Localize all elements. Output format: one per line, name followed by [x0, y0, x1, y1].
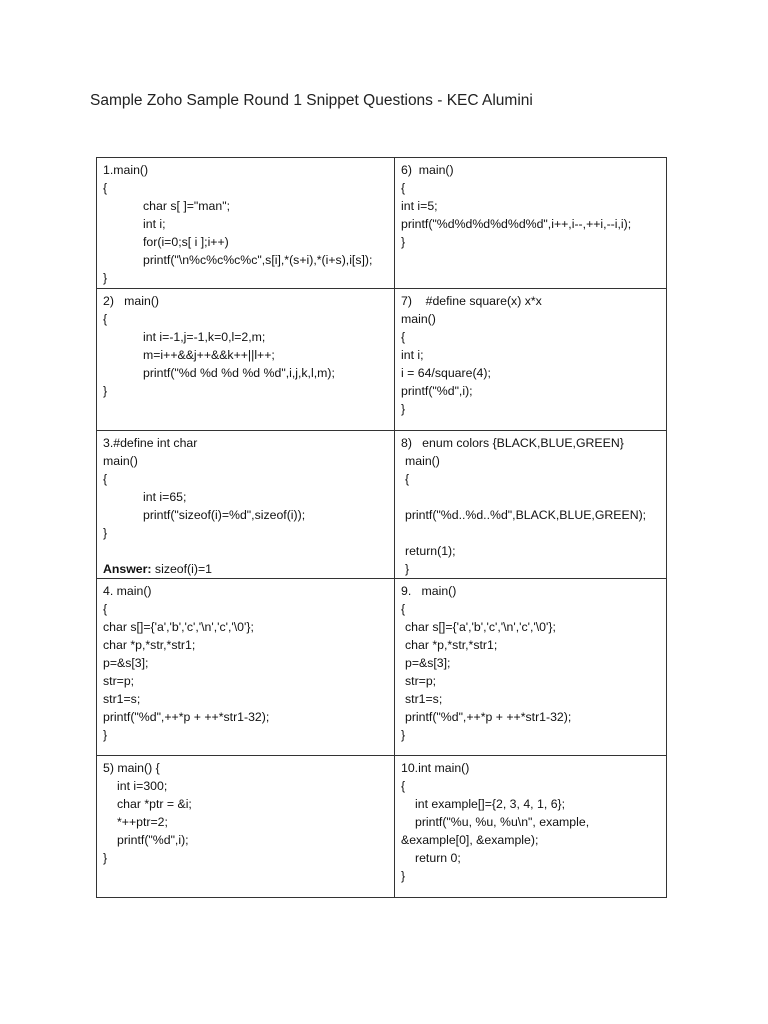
code-line: char *ptr = &i; [117, 797, 192, 811]
code-line: } [103, 384, 108, 398]
question-cell-right [395, 289, 667, 431]
code-line: printf("%d",++*p + ++*str1-32); [405, 710, 572, 724]
code-line: char *p,*str,*str1; [103, 638, 196, 652]
questions-table-body [97, 158, 667, 898]
code-line: p=&s[3]; [405, 656, 451, 670]
code-line: printf("%u, %u, %u\n", example, [415, 815, 590, 829]
question-row [97, 158, 667, 289]
code-line: { [405, 472, 410, 486]
code-line: { [401, 602, 406, 616]
code-line: 1.main() [103, 163, 149, 177]
answer-label: Answer: [103, 562, 152, 576]
code-line: } [103, 526, 108, 540]
code-line: *++ptr=2; [117, 815, 168, 829]
question-cell-left [97, 289, 395, 431]
code-line: p=&s[3]; [103, 656, 149, 670]
question-cell-right [395, 579, 667, 756]
code-line: printf("sizeof(i)=%d",sizeof(i)); [143, 508, 306, 522]
question-cell-right [395, 158, 667, 289]
code-line: char *p,*str,*str1; [405, 638, 498, 652]
question-row [97, 289, 667, 431]
code-line: printf("%d..%d..%d",BLACK,BLUE,GREEN); [405, 508, 647, 522]
code-line: 6) main() [401, 163, 454, 177]
code-line: } [103, 728, 108, 742]
code-line: printf("%d%d%d%d%d%d",i++,i--,++i,--i,i); [401, 217, 632, 231]
code-line: int i=65; [143, 490, 187, 504]
code-line: for(i=0;s[ i ];i++) [143, 235, 229, 249]
question-cell-left [97, 158, 395, 289]
code-line: printf("%d",i); [401, 384, 473, 398]
question-row [97, 756, 667, 898]
code-line: printf("%d",++*p + ++*str1-32); [103, 710, 270, 724]
code-line: int i; [401, 348, 424, 362]
code-line: main() [401, 312, 436, 326]
code-line: str=p; [103, 674, 135, 688]
code-line [401, 488, 666, 506]
answer-line [103, 560, 394, 578]
code-line: } [401, 728, 406, 742]
code-line: int example[]={2, 3, 4, 1, 6}; [415, 797, 566, 811]
code-line: 10.int main() [401, 761, 470, 775]
code-line: int i; [143, 217, 166, 231]
question-cell-left [97, 756, 395, 898]
code-line: str=p; [405, 674, 437, 688]
code-line: printf("\n%c%c%c%c",s[i],*(s+i),*(i+s),i[s]); [143, 253, 373, 267]
code-line: { [401, 779, 406, 793]
code-line: { [401, 330, 406, 344]
question-cell-left [97, 431, 395, 579]
code-line: printf("%d",i); [117, 833, 189, 847]
code-line: 2) main() [103, 294, 160, 308]
questions-table [96, 157, 667, 898]
question-cell-left [97, 579, 395, 756]
code-line: char s[ ]="man"; [143, 199, 230, 213]
question-cell-right [395, 756, 667, 898]
code-line: 3.#define int char [103, 436, 198, 450]
code-line: &example[0], &example); [401, 833, 539, 847]
code-line: 9. main() [401, 584, 457, 598]
code-line: return 0; [415, 851, 461, 865]
code-line: { [401, 181, 406, 195]
code-line: int i=300; [117, 779, 168, 793]
code-line: { [103, 181, 108, 195]
code-line: int i=5; [401, 199, 438, 213]
code-line: printf("%d %d %d %d %d",i,j,k,l,m); [143, 366, 335, 380]
code-line: 7) #define square(x) x*x [401, 294, 542, 308]
question-row [97, 579, 667, 756]
code-line: } [405, 562, 410, 576]
code-line [401, 524, 666, 542]
code-line: return(1); [405, 544, 456, 558]
code-line: m=i++&&j++&&k++||l++; [143, 348, 275, 362]
code-line: 8) enum colors {BLACK,BLUE,GREEN} [401, 436, 624, 450]
code-line: str1=s; [405, 692, 443, 706]
code-line: } [103, 851, 108, 865]
question-cell-right [395, 431, 667, 579]
code-line: } [401, 869, 406, 883]
code-line: i = 64/square(4); [401, 366, 491, 380]
question-row [97, 431, 667, 579]
code-line: char s[]={'a','b','c','\n','c','\0'}; [405, 620, 556, 634]
answer-value: sizeof(i)=1 [151, 562, 212, 576]
code-line [103, 542, 394, 560]
code-line: main() [103, 454, 138, 468]
code-line: char s[]={'a','b','c','\n','c','\0'}; [103, 620, 254, 634]
code-line: main() [405, 454, 440, 468]
code-line: 5) main() { [103, 761, 160, 775]
code-line: { [103, 602, 108, 616]
code-line: } [103, 271, 108, 285]
code-line: 4. main() [103, 584, 152, 598]
code-line: } [401, 235, 406, 249]
code-line: { [103, 312, 108, 326]
page-title: Sample Zoho Sample Round 1 Snippet Questions - KEC Alumini [90, 92, 533, 109]
code-line: } [401, 402, 406, 416]
code-line: int i=-1,j=-1,k=0,l=2,m; [143, 330, 266, 344]
code-line: { [103, 472, 108, 486]
code-line: str1=s; [103, 692, 141, 706]
